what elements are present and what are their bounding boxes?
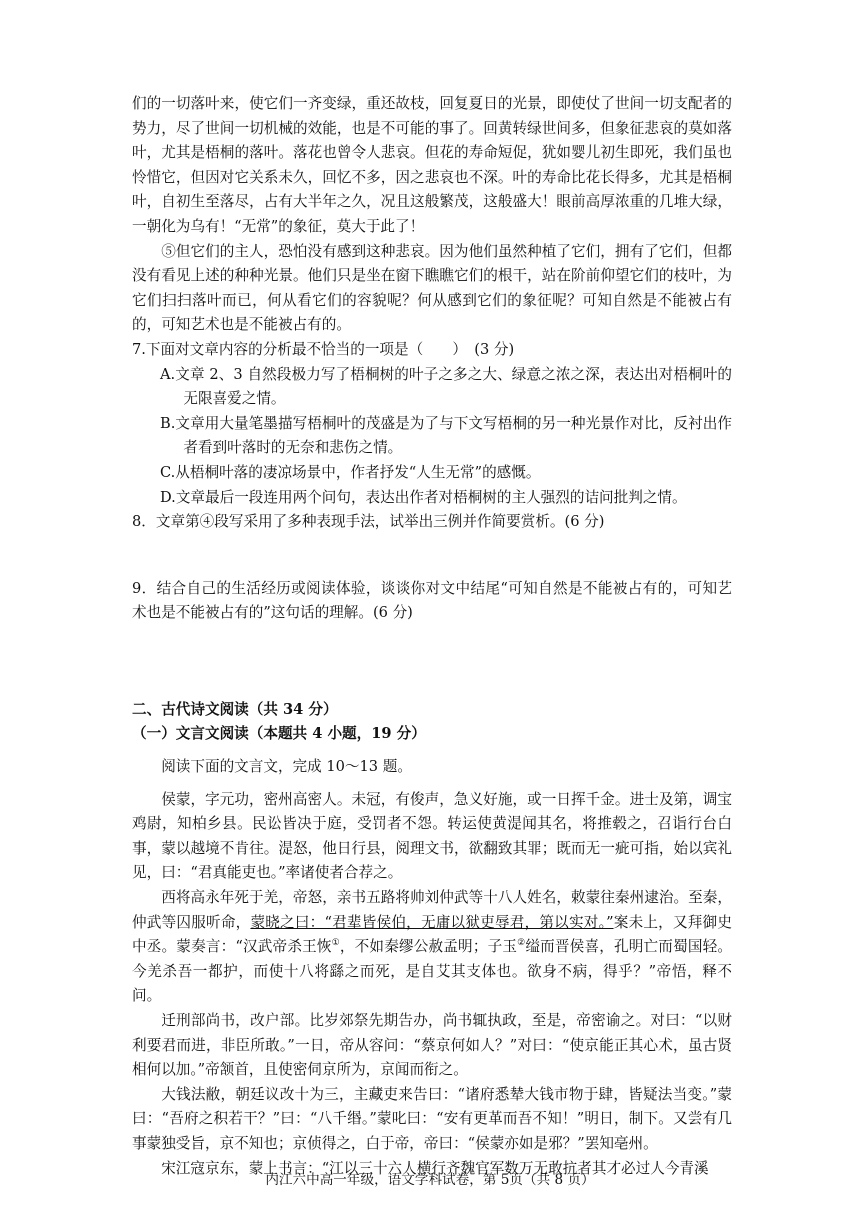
section-2-title: 二、古代诗文阅读（共 34 分）: [132, 700, 338, 718]
passage-paragraph-4-end: 们的一切落叶来，使它们一齐变绿，重还故枝，回复夏日的光景，即使仗了世间一切支配者的势力，尽了世间一切机械的效能，也是不可能的事了。回黄转绿世间多，但象征悲哀的莫如落叶，尤其是梧桐的落叶。落花也曾令人悲哀。但花的寿命短促，犹如婴儿初生即死，我们虽也怜惜它，但因对它关系未久，回忆不多，因之悲哀也不深。叶的寿命比花长得多，尤其是梧桐叶，自初生至落尽，占有大半年之久，况且这般繁茂，这般盛大！眼前高厚浓重的几堆大绿，一朝化为乌有！“无常”的象征，莫大于此了！: [132, 95, 732, 235]
reading-instruction: 阅读下面的文言文，完成 10～13 题。: [161, 758, 412, 776]
question-7-option-a: A.文章 2、3 自然段极力写了梧桐树的叶子之多之大、绿意之浓之深，表达出对梧桐叶的无限喜爱之情。: [160, 365, 732, 408]
passage-paragraph-5: ⑤但它们的主人，恐怕没有感到这种悲哀。因为他们虽然种植了它们，拥有了它们，但都没有看见上述的种种光景。他们只是坐在窗下瞧瞧它们的根干，站在阶前仰望它们的枝叶，为它们扫扫落叶而已，何从看它们的容貌呢？何从感到它们的象征呢？可知自然是不能被占有的，可知艺术也是不能被占有的。: [132, 242, 732, 334]
question-7-option-d: D.文章最后一段连用两个问句，表达出作者对梧桐树的主人强烈的诘问批判之情。: [160, 488, 687, 506]
classical-paragraph-3: 迁刑部尚书，改户部。比岁郊祭先期告办，尚书辄执政，至是，帝密谕之。对曰：“以财利要君而进，非臣所敢。”一日，帝从容问：“蔡京何如人？”对曰：“使京能正其心术，虽古贤相何以加。”帝颔首，且使密伺京所为，京闻而衔之。: [132, 1012, 732, 1079]
classical-p2-part-d: 缢而晋侯喜，孔明亡而蜀国轻。今羌杀吾一都护，而使十八将繇之而死，是自艾其支体也。欲身不病，得乎？”帝悟，释不问。: [132, 938, 732, 1005]
spacer: [132, 668, 732, 698]
question-8: 8．文章第④段写采用了多种表现手法，试举出三例并作简要赏析。(6 分): [132, 513, 605, 531]
classical-paragraph-4: 大钱法敝，朝廷议改十为三，主藏吏来告曰：“诸府悉辇大钱市物于肆，皆疑法当变。”蒙曰：“吾府之积若干？”曰：“八千缗。”蒙叱曰：“安有更革而吾不知！”明日，制下。又尝有几事蒙独受旨，京不知也；京侦得之，白于帝，帝曰：“侯蒙亦如是邪？”罢知亳州。: [132, 1085, 732, 1152]
section-2-subtitle: （一）文言文阅读（本题共 4 小题，19 分）: [132, 725, 426, 743]
footnote-marker-2: ②: [517, 938, 526, 949]
classical-p2-part-a: 西将高永年死于羌，帝怒，亲书五路将帅刘仲武等十八人姓名，敕蒙往秦州逮治。至秦，仲武等囚服听命，: [132, 889, 732, 931]
underlined-sentence: 蒙晓之曰：“君辈皆侯伯，无庸以狱吏辱君，第以实对。”: [250, 913, 614, 931]
question-9: 9．结合自己的生活经历或阅读体验，谈谈你对文中结尾“可知自然是不能被占有的，可知艺术也是不能被占有的”这句话的理解。(6 分): [132, 579, 732, 622]
answer-space-9: [132, 626, 732, 668]
classical-paragraph-1: 侯蒙，字元功，密州高密人。未冠，有俊声，急义好施，或一日挥千金。进士及第，调宝鸡尉，知柏乡县。民讼皆决于庭，受罚者不怨。转运使黄湜闻其名，将推毂之，召诣行台白事，蒙以越境不肯往。湜怒，他日行县，阅理文书，欲翻致其罪；既而无一疵可指，始以宾礼见，曰：“君真能吏也。”率诸使者合荐之。: [132, 790, 732, 882]
spacer: [132, 747, 732, 755]
question-7-stem: 7.下面对文章内容的分析最不恰当的一项是（ ） (3 分): [132, 340, 515, 358]
classical-paragraph-2: [132, 886, 732, 1009]
footnote-marker-1: ①: [331, 938, 340, 949]
page-content: [132, 92, 732, 1181]
question-7-option-c: C.从梧桐叶落的凄凉场景中，作者抒发“人生无常”的感慨。: [160, 463, 541, 481]
classical-paragraph-5: 宋江寇京东，蒙上书言：“江以三十六人横行齐魏官军数万无敢抗者其才必过人今青溪: [161, 1159, 709, 1177]
classical-p2-part-c: ，不如秦缪公赦孟明；子玉: [339, 938, 518, 956]
classical-p2-part-b: 案未上，又拜御史中丞。蒙奏言：“汉武帝杀王恢: [132, 913, 732, 956]
question-7-option-b: B.文章用大量笔墨描写梧桐叶的茂盛是为了与下文写梧桐的另一种光景作对比，反衬出作者看到叶落时的无奈和悲伤之情。: [160, 414, 732, 457]
answer-space-8: [132, 535, 732, 577]
page-footer: 内江六中高一年级，语文学科试卷，第 5页（共 8 页）: [265, 1172, 595, 1188]
spacer: [132, 780, 732, 788]
